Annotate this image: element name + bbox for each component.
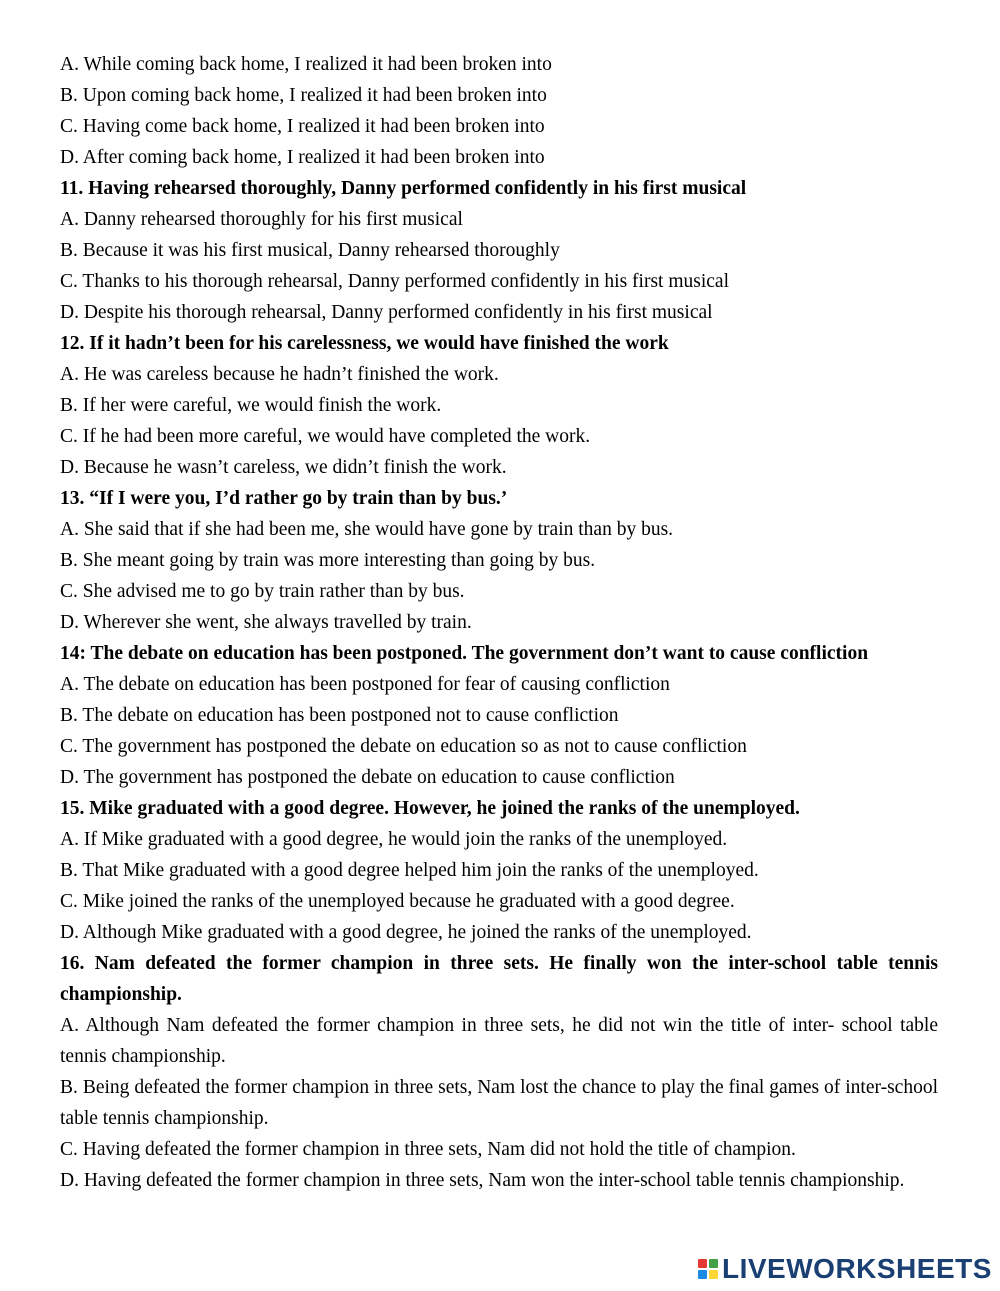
q10-options <box>60 49 938 173</box>
option-c: C. She advised me to go by train rather than by bus. <box>60 581 465 602</box>
question-text: 12. If it hadn’t been for his carelessness, we would have finished the work <box>60 333 669 354</box>
option-a: A. If Mike graduated with a good degree, he would join the ranks of the unemployed. <box>60 829 728 850</box>
logo-block <box>698 1270 707 1279</box>
question-11 <box>60 173 938 328</box>
option-line: B. Upon coming back home, I realized it had been broken into <box>60 85 547 106</box>
question-text: 16. Nam defeated the former champion in three sets. He finally won the inter-school table tennis championship. <box>60 953 938 1005</box>
worksheet-page <box>60 49 938 1196</box>
option-b: B. If her were careful, we would finish the work. <box>60 395 442 416</box>
question-text: 15. Mike graduated with a good degree. However, he joined the ranks of the unemployed. <box>60 798 800 819</box>
question-13 <box>60 483 938 638</box>
option-d: D. Despite his thorough rehearsal, Danny performed confidently in his first musical <box>60 302 713 323</box>
question-14 <box>60 638 938 793</box>
question-text: 11. Having rehearsed thoroughly, Danny performed confidently in his first musical <box>60 178 747 199</box>
logo-block <box>709 1259 718 1268</box>
option-d: D. Although Mike graduated with a good degree, he joined the ranks of the unemployed. <box>60 922 752 943</box>
option-a: A. The debate on education has been postponed for fear of causing confliction <box>60 674 670 695</box>
option-a: A. She said that if she had been me, she would have gone by train than by bus. <box>60 519 674 540</box>
question-16 <box>60 948 938 1196</box>
option-line: D. After coming back home, I realized it had been broken into <box>60 147 545 168</box>
question-12 <box>60 328 938 483</box>
logo-block <box>698 1259 707 1268</box>
option-d: D. Wherever she went, she always travelled by train. <box>60 612 472 633</box>
option-b: B. That Mike graduated with a good degree helped him join the ranks of the unemployed. <box>60 860 759 881</box>
option-a: A. He was careless because he hadn’t finished the work. <box>60 364 499 385</box>
option-a: A. Although Nam defeated the former champion in three sets, he did not win the title of inter- school table tennis championship. <box>60 1015 938 1067</box>
option-b: B. Being defeated the former champion in three sets, Nam lost the chance to play the final games of inter-school table tennis championship. <box>60 1077 938 1129</box>
question-text: 13. “If I were you, I’d rather go by train than by bus.’ <box>60 488 508 509</box>
option-c: C. Thanks to his thorough rehearsal, Danny performed confidently in his first musical <box>60 271 729 292</box>
option-d: D. Having defeated the former champion in three sets, Nam won the inter-school table tennis championship. <box>60 1170 905 1191</box>
liveworksheets-logo <box>698 1252 992 1286</box>
option-c: C. The government has postponed the debate on education so as not to cause confliction <box>60 736 747 757</box>
option-b: B. The debate on education has been postponed not to cause confliction <box>60 705 619 726</box>
option-c: C. If he had been more careful, we would have completed the work. <box>60 426 591 447</box>
logo-blocks-icon <box>698 1259 718 1279</box>
option-line: C. Having come back home, I realized it had been broken into <box>60 116 545 137</box>
logo-text: LIVEWORKSHEETS <box>722 1253 992 1284</box>
option-c: C. Having defeated the former champion in three sets, Nam did not hold the title of champion. <box>60 1139 796 1160</box>
question-15 <box>60 793 938 948</box>
option-c: C. Mike joined the ranks of the unemployed because he graduated with a good degree. <box>60 891 735 912</box>
option-d: D. Because he wasn’t careless, we didn’t finish the work. <box>60 457 507 478</box>
option-line: A. While coming back home, I realized it had been broken into <box>60 54 552 75</box>
logo-block <box>709 1270 718 1279</box>
question-text: 14: The debate on education has been postponed. The government don’t want to cause confliction <box>60 643 869 664</box>
option-d: D. The government has postponed the debate on education to cause confliction <box>60 767 675 788</box>
option-b: B. Because it was his first musical, Danny rehearsed thoroughly <box>60 240 560 261</box>
option-b: B. She meant going by train was more interesting than going by bus. <box>60 550 596 571</box>
option-a: A. Danny rehearsed thoroughly for his first musical <box>60 209 463 230</box>
